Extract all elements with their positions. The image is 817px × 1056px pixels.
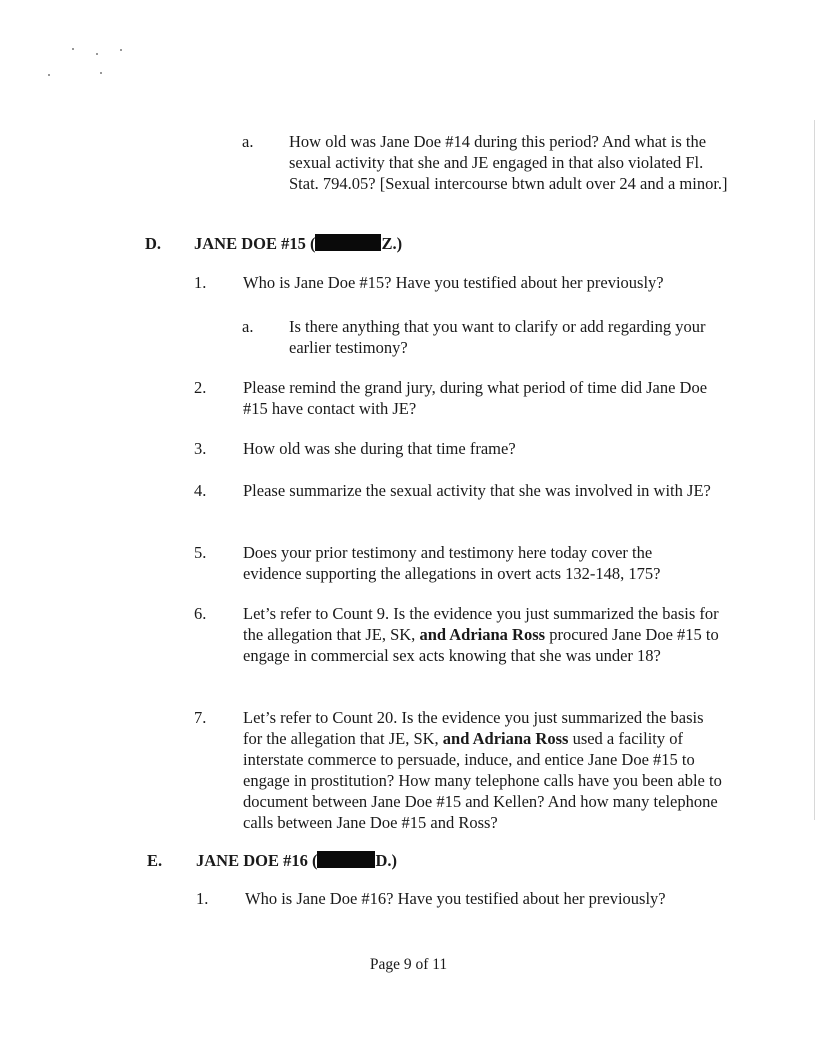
page-number: Page 9 of 11 [369, 956, 448, 973]
question-text-part: Let’s refer to Count 9. Is the evidence you just summarized the basis for the allegation that JE, SK, [243, 604, 719, 644]
question-text: Does your prior testimony and testimony here today cover the evidence supporting the allegations in overt acts 132-148, 175? [243, 543, 661, 583]
question-text: Please remind the grand jury, during what period of time did Jane Doe #15 have contact with JE? [243, 378, 708, 418]
scan-speck [120, 49, 122, 51]
section-letter: E. [147, 851, 163, 870]
section-title-prefix: JANE DOE #15 ( [194, 234, 316, 253]
item-marker: 1. [196, 889, 209, 908]
section-title-suffix: Z.) [381, 234, 403, 253]
section-title [194, 233, 402, 254]
question-text: Please summarize the sexual activity that she was involved in with JE? [243, 481, 711, 500]
question-text [243, 603, 733, 666]
emphasized-name: and Adriana Ross [419, 625, 546, 644]
scan-speck [72, 48, 74, 50]
question-text: How old was she during that time frame? [243, 439, 516, 458]
section-title-suffix: D.) [375, 851, 398, 870]
emphasized-name: and Adriana Ross [442, 729, 569, 748]
redaction-block [315, 234, 381, 251]
section-title-prefix: JANE DOE #16 ( [196, 851, 318, 870]
scan-speck [48, 74, 50, 76]
question-text-part: procured Jane Doe #15 to engage in commercial sex acts knowing that she was under 18? [243, 625, 719, 665]
item-marker: 4. [194, 481, 207, 500]
question-text: How old was Jane Doe #14 during this period? And what is the sexual activity that she and JE engaged in that also violated Fl. Stat. 794.05? [Sexual intercourse btwn adult over 24 and a minor.] [289, 132, 728, 193]
item-marker: 5. [194, 543, 207, 562]
item-marker: 3. [194, 439, 207, 458]
question-text [243, 707, 723, 833]
question-text-part: used a facility of interstate commerce to persuade, induce, and entice Jane Doe #15 to engage in prostitution? How many telephone calls have you been able to document between Jane Doe #15 and Kellen? And how many telephone calls between Jane Doe #15 and Ross? [243, 729, 722, 832]
item-marker: 2. [194, 378, 207, 397]
item-marker: a. [242, 317, 254, 336]
section-letter: D. [145, 234, 162, 253]
question-text: Is there anything that you want to clarify or add regarding your earlier testimony? [289, 317, 706, 357]
question-text: Who is Jane Doe #16? Have you testified about her previously? [245, 889, 666, 908]
item-marker: 1. [194, 273, 207, 292]
item-marker: a. [242, 132, 254, 151]
question-text: Who is Jane Doe #15? Have you testified about her previously? [243, 273, 664, 292]
section-title [196, 850, 397, 871]
item-marker: 6. [194, 604, 207, 623]
scan-speck [96, 53, 98, 55]
scan-speck [100, 72, 102, 74]
item-marker: 7. [194, 708, 207, 727]
question-text-part: Let’s refer to Count 20. Is the evidence you just summarized the basis for the allegation that JE, SK, [243, 708, 704, 748]
redaction-block [317, 851, 375, 868]
scan-edge-line [814, 120, 815, 820]
